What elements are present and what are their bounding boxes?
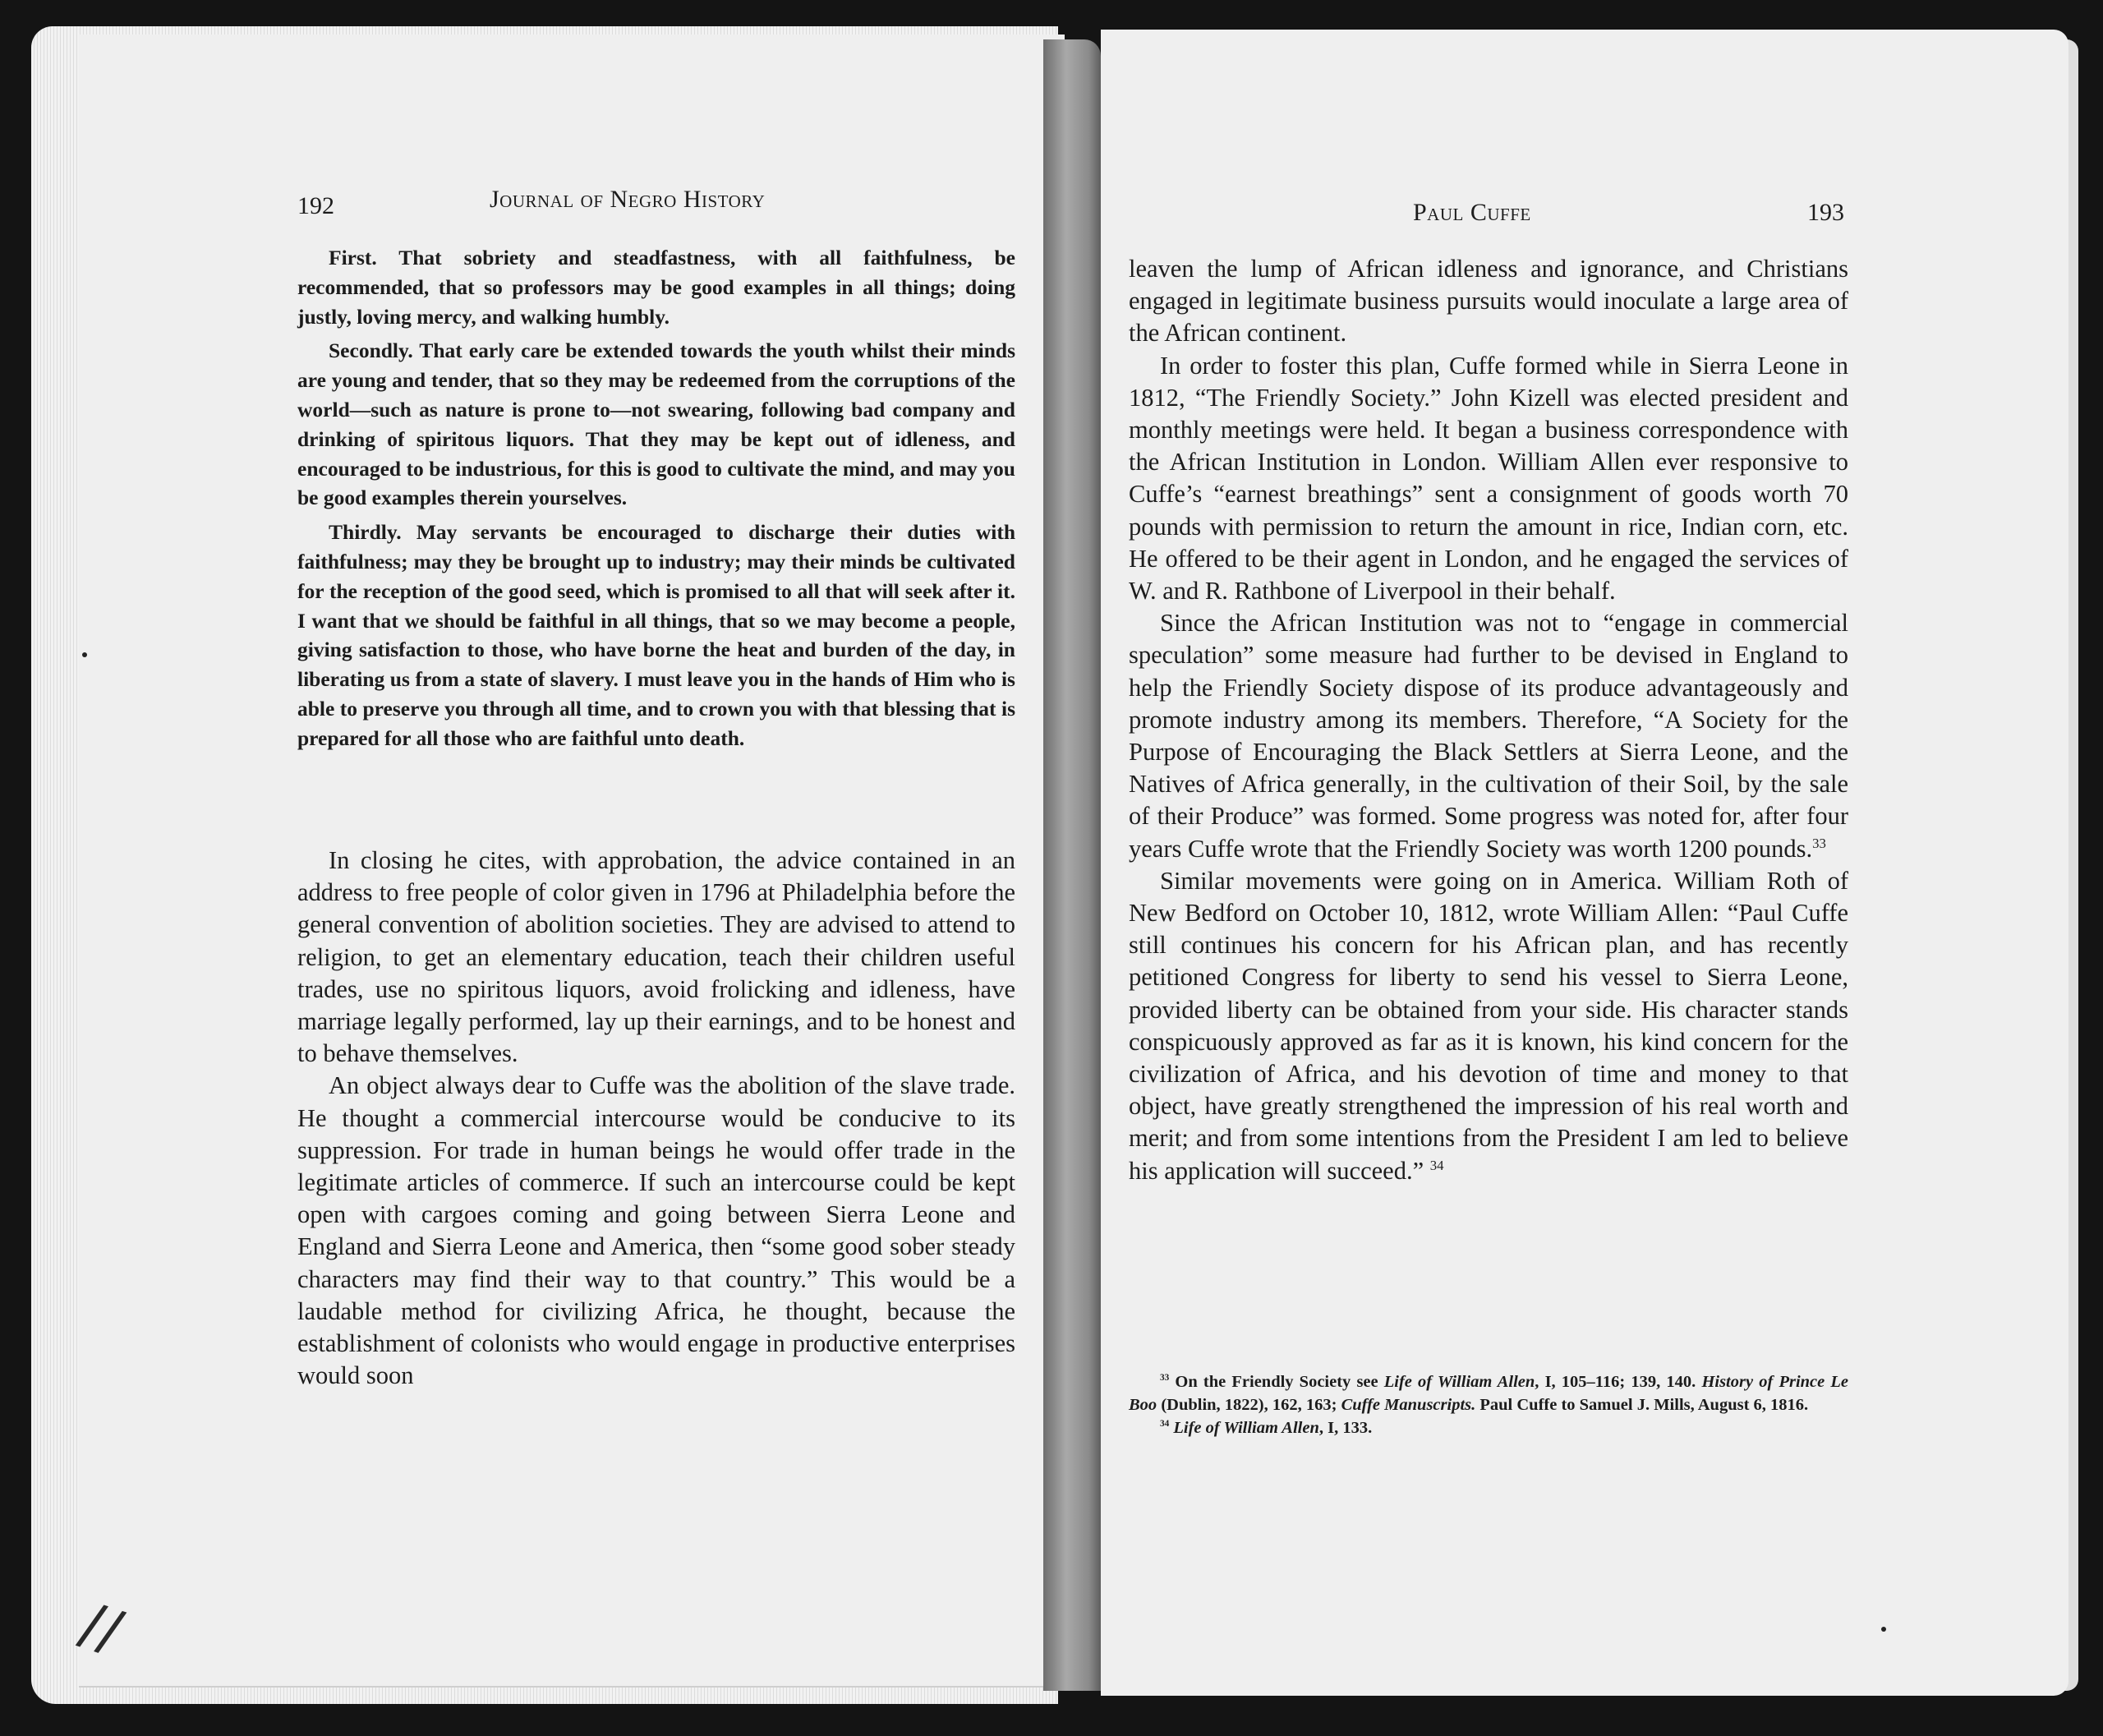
left-quoted-extract: [297, 243, 1015, 753]
pencil-mark: //: [72, 1589, 131, 1666]
left-body-text: [297, 845, 1015, 1392]
footnote-ref-34[interactable]: 34: [1429, 1157, 1444, 1173]
margin-dot: [82, 652, 87, 657]
right-running-head: Paul Cuffe: [1413, 199, 1531, 226]
right-body-text: [1129, 253, 1848, 1187]
body-paragraph: Since the African Institution was not to “engage in commercial speculation” some measure had further to be devised in England to help the Friendly Society dispose of its produce advantageously and promote industry among its members. Therefore, “A Society for the Purpose of Encouraging the Black Settlers at Sierra Leone, and the Natives of Africa generally, in the cultivation of their Soil, by the sale of their Produce” was formed. Some progress was noted for, after four years Cuffe wrote that the Friendly Society was worth 1200 pounds.$^{33}$: [1129, 609, 1848, 863]
footnote-ref-33[interactable]: 33: [1812, 835, 1826, 851]
quoted-paragraph-secondly: [297, 336, 1015, 513]
quoted-text: May servants be encouraged to discharge their duties with faithfulness; may they be brought up to industry; may their minds be cultivated for the reception of the good seed, which is promised to all that will seek after it. I want that we should be faithful in all things, that so we may become a people, giving satisfaction to those, who have borne the heat and burden of the day, in liberating us from a state of slavery. I must leave you in the hands of Him who is able to preserve you through all time, and to crown you with that blessing that is prepared for all those who are faithful unto death.: [297, 520, 1016, 750]
book-spine-gutter: [1043, 39, 1101, 1691]
body-paragraph: In order to foster this plan, Cuffe formed while in Sierra Leone in 1812, “The Friendly Society.” John Kizell was elected president and monthly meetings were held. It began a business correspondence with the African Institution in London. William Allen ever responsive to Cuffe’s “earnest breathings” sent a consignment of goods worth 70 pounds with permission to return the amount in rice, Indian corn, etc. He offered to be their agent in London, and he engaged the services of W. and R. Rathbone of Liverpool in their behalf.: [1129, 351, 1848, 606]
right-page-number: 193: [1807, 199, 1844, 226]
left-page-number: 192: [297, 192, 334, 219]
body-paragraph: An object always dear to Cuffe was the abolition of the slave trade. He thought a commercial intercourse would be conducive to its suppression. For trade in human beings he would offer trade in the legitimate articles of commerce. If such an intercourse could be kept open with cargoes coming and going between Sierra Leone and England and Sierra Leone and America, then “some good sober steady characters may find their way to that country.” This would be a laudable method for civilizing Africa, he thought, because the establishment of colonists who would engage in productive enterprises would soon: [297, 1071, 1015, 1390]
body-paragraph: In closing he cites, with approbation, the advice contained in an address to free people of color given in 1796 at Philadelphia before the general convention of abolition societies. They are advised to attend to religion, to get an elementary education, teach their children useful trades, use no spiritous liquors, avoid frolicking and idleness, have marriage legally performed, lay up their earnings, and to be honest and to behave themselves.: [297, 846, 1015, 1068]
footnote-33: $^{33}$ On the Friendly Society see Life of William Allen, I, 105–116; 139, 140. History of Prince Le Boo (Dublin, 1822), 162, 163; Cuffe Manuscripts. Paul Cuffe to Samuel J. Mills, August 6, 1816.: [1129, 1373, 1848, 1414]
quoted-text: That sobriety and steadfastness, with all faithfulness, be recommended, that so professors may be good examples in all things; doing justly, loving mercy, and walking humbly.: [297, 246, 1016, 329]
margin-dot: [1881, 1627, 1886, 1632]
quoted-lead: Thirdly.: [329, 520, 402, 545]
quoted-paragraph-thirdly: [297, 518, 1015, 753]
body-paragraph: leaven the lump of African idleness and ignorance, and Christians engaged in legitimate business pursuits would inoculate a large area of the African continent.: [1129, 255, 1848, 348]
quoted-lead: Secondly.: [329, 338, 413, 363]
quoted-text: That early care be extended towards the youth whilst their minds are young and tender, that so they may be redeemed from the corruptions of the world—such as nature is prone to—not swearing, following bad company and drinking of spiritous liquors. That they may be kept out of idleness, and encouraged to be industrious, for this is good to cultivate the mind, and may you be good examples therein yourselves.: [297, 338, 1016, 510]
left-running-head: Journal of Negro History: [490, 186, 766, 213]
quoted-lead: First.: [329, 246, 377, 269]
footnotes: [1129, 1370, 1848, 1439]
footnote-34: $^{34}$ Life of William Allen, I, 133.: [1160, 1419, 1373, 1437]
body-paragraph: Similar movements were going on in America. William Roth of New Bedford on October 10, 1812, wrote William Allen: “Paul Cuffe still continues his concern for his African plan, and has recently petitioned Congress for liberty to send his vessel to Sierra Leone, provided liberty can be obtained from your side. His character stands conspicuously approved as far as it is known, his kind concern for the civilization of Africa, and his devotion of time and money to that object, have greatly strengthened the impression of his real worth and merit; and from some intentions from the President I am led to believe his application will succeed.” $^{34}$: [1129, 866, 1848, 1185]
quoted-paragraph-first: [297, 243, 1015, 331]
